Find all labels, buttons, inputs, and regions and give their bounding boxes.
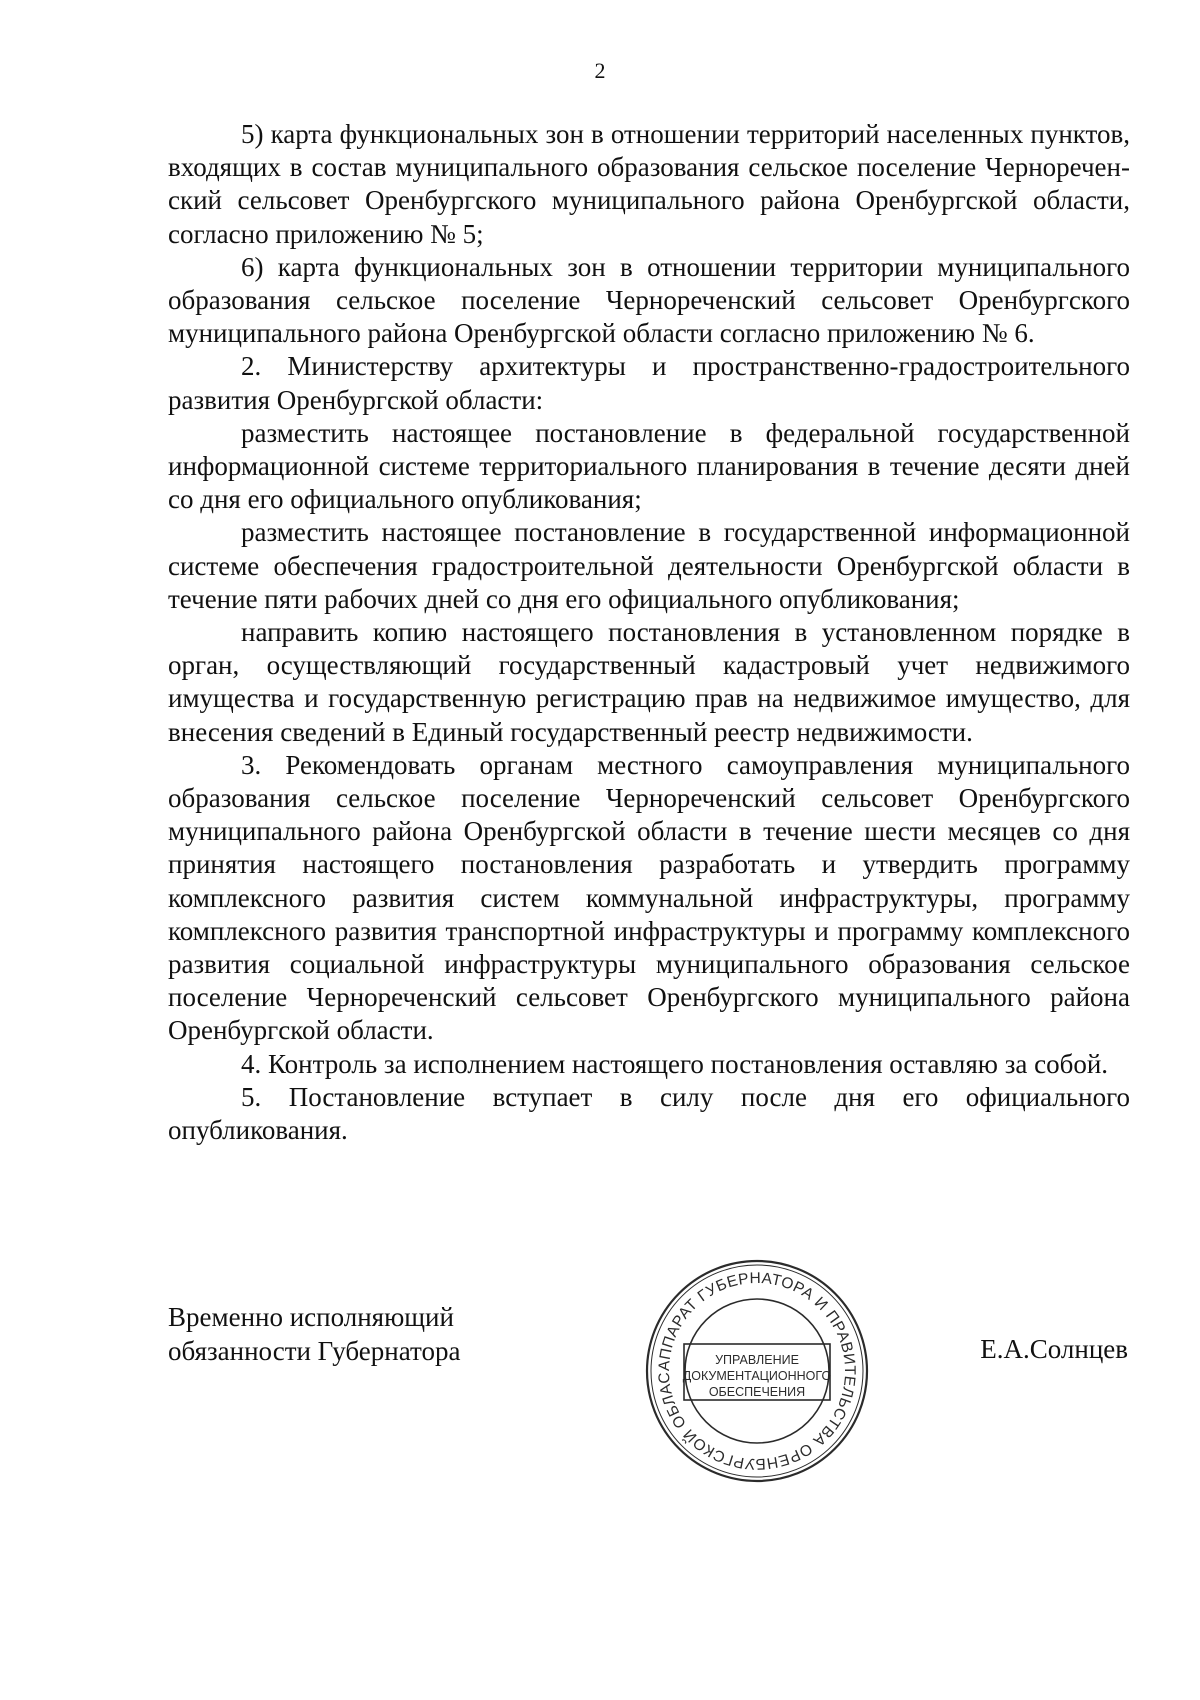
paragraph-section-5: 5. Постановление вступает в силу после дня его официального опубликования.: [168, 1081, 1130, 1146]
signer-position-line1: Временно исполняющий: [168, 1302, 454, 1332]
paragraph-publish-federal: разместить настоящее постановление в федеральной государственной информационной системе территориального планирования в течение десяти дней со дня его официального опубликования;: [168, 417, 1130, 515]
paragraph-section-4: 4. Контроль за исполнением настоящего постановления оставляю за собой.: [241, 1048, 1109, 1079]
seal-ring-text: АППАРАТ ГУБЕРНАТОРА И ПРАВИТЕЛЬСТВА ОРЕНБУРГСКОЙ ОБЛАС: [655, 1269, 859, 1473]
document-body: [168, 118, 1130, 1147]
signer-position: [168, 1300, 460, 1368]
paragraph-send-copy: направить копию настоящего постановления в установленном порядке в орган, осуществляющий государственный кадастровый учет недвижимого имущества и государственную регистрацию прав на недвижимое имущество, для внесения сведений в Единый государственный реестр недвижимости.: [168, 617, 1130, 747]
seal-center-line1: УПРАВЛЕНИЕ: [715, 1353, 799, 1367]
paragraph-publish-regional: разместить настоящее постановление в государственной информационной системе обеспечения градостроительной деятельности Оренбургской области в течение пяти рабочих дней со дня его официального опубликования;: [168, 517, 1130, 614]
seal-graphic: [642, 1256, 872, 1486]
signer-position-line2: обязанности Губернатора: [168, 1336, 461, 1366]
seal-center-line2: ДОКУМЕНТАЦИОННОГО: [682, 1369, 832, 1383]
seal-center-line3: ОБЕСПЕЧЕНИЯ: [708, 1385, 806, 1399]
page-number: 2: [594, 58, 606, 83]
paragraph-item-5: 5) карта функциональных зон в отношении территорий населенных пунктов, входящих в состав муниципального образования сельское поселение Чернореченский сельсовет Оренбургского муниципального района Оренбургской области, согласно приложению № 5;: [168, 119, 1130, 249]
signer-name: Е.А.Солнцев: [980, 1334, 1128, 1364]
official-seal: [642, 1256, 872, 1486]
paragraph-section-3: 3. Рекомендовать органам местного самоуправления муниципального образования сельское поселение Чернореченский сельсовет Оренбургского муниципального района Оренбургской области в течение шести месяцев со дня принятия настоящего постановления разработать и утвердить программу комплексного развития систем коммунальной инфраструктуры, программу комплексного развития транспортной инфраструктуры и программу комплексного развития социальной инфраструктуры муниципального образования сельское поселение Чернореченский сельсовет Оренбургского муниципального района Оренбургской области.: [168, 749, 1130, 1046]
paragraph-item-6: 6) карта функциональных зон в отношении территории муниципального образования сельское поселение Чернореченский сельсовет Оренбургского муниципального района Оренбургской области согласно приложению № 6.: [168, 251, 1130, 349]
paragraph-section-2: 2. Министерству архитектуры и пространственно-градостроительного развития Оренбургской области:: [168, 351, 1130, 415]
